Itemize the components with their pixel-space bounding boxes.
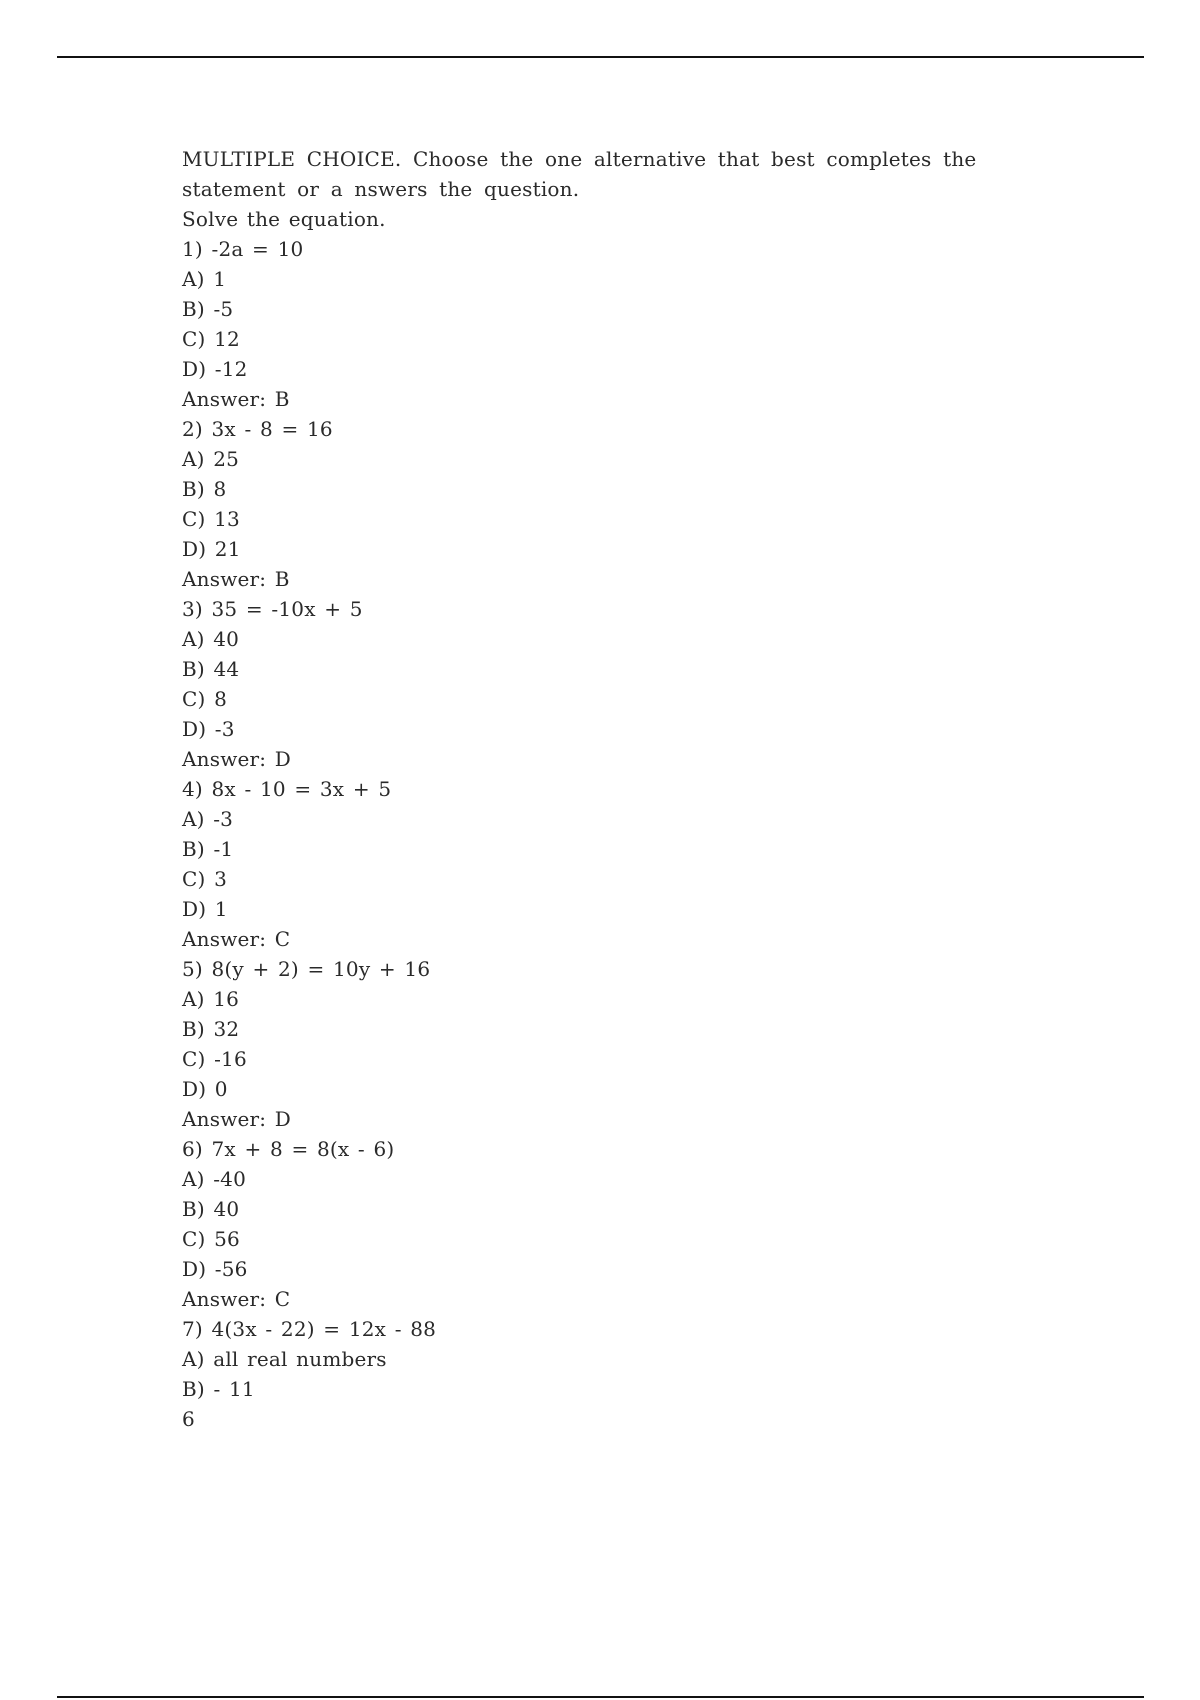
question-2 (182, 414, 1062, 594)
option-d: D) -12 (182, 357, 248, 381)
question-stem: 3) 35 = -10x + 5 (182, 597, 363, 621)
option-a: A) -3 (182, 807, 234, 831)
question-stem: 2) 3x - 8 = 16 (182, 417, 333, 441)
question-3 (182, 594, 1062, 774)
option-d: D) 0 (182, 1077, 228, 1101)
question-5 (182, 954, 1062, 1134)
option-b: B) 8 (182, 477, 227, 501)
option-c: C) 56 (182, 1227, 240, 1251)
option-c: C) 12 (182, 327, 240, 351)
option-c: C) -16 (182, 1047, 247, 1071)
answer-text: Answer: D (182, 1107, 292, 1131)
section-heading: Solve the equation. (182, 207, 386, 231)
option-a: A) 25 (182, 447, 240, 471)
footer-rule (57, 1696, 1144, 1698)
option-b: B) 44 (182, 657, 240, 681)
option-b: B) -1 (182, 837, 234, 861)
option-a: A) all real numbers (182, 1347, 387, 1371)
question-stem: 1) -2a = 10 (182, 237, 304, 261)
question-4 (182, 774, 1062, 954)
question-stem: 6) 7x + 8 = 8(x - 6) (182, 1137, 395, 1161)
page-number: 6 (182, 1407, 195, 1431)
option-b: B) 32 (182, 1017, 240, 1041)
question-7 (182, 1314, 1062, 1404)
question-1 (182, 234, 1062, 414)
option-b: B) -5 (182, 297, 234, 321)
option-a: A) 16 (182, 987, 240, 1011)
document-body (182, 144, 1062, 1434)
question-stem: 5) 8(y + 2) = 10y + 16 (182, 957, 431, 981)
option-c: C) 8 (182, 687, 227, 711)
option-d: D) -56 (182, 1257, 248, 1281)
question-stem: 7) 4(3x - 22) = 12x - 88 (182, 1317, 437, 1341)
answer-text: Answer: C (182, 927, 291, 951)
option-a: A) -40 (182, 1167, 247, 1191)
question-6 (182, 1134, 1062, 1314)
option-a: A) 40 (182, 627, 240, 651)
answer-text: Answer: B (182, 387, 290, 411)
option-d: D) 21 (182, 537, 241, 561)
option-c: C) 13 (182, 507, 240, 531)
option-b: B) 40 (182, 1197, 240, 1221)
answer-text: Answer: C (182, 1287, 291, 1311)
option-d: D) 1 (182, 897, 228, 921)
option-d: D) -3 (182, 717, 235, 741)
option-a: A) 1 (182, 267, 227, 291)
answer-text: Answer: D (182, 747, 292, 771)
header-rule (57, 56, 1144, 58)
option-b: B) - 11 (182, 1377, 255, 1401)
instructions-text: MULTIPLE CHOICE. Choose the one alternative that best completes the statement or a nswers the question. (182, 147, 977, 201)
question-stem: 4) 8x - 10 = 3x + 5 (182, 777, 392, 801)
answer-text: Answer: B (182, 567, 290, 591)
option-c: C) 3 (182, 867, 227, 891)
